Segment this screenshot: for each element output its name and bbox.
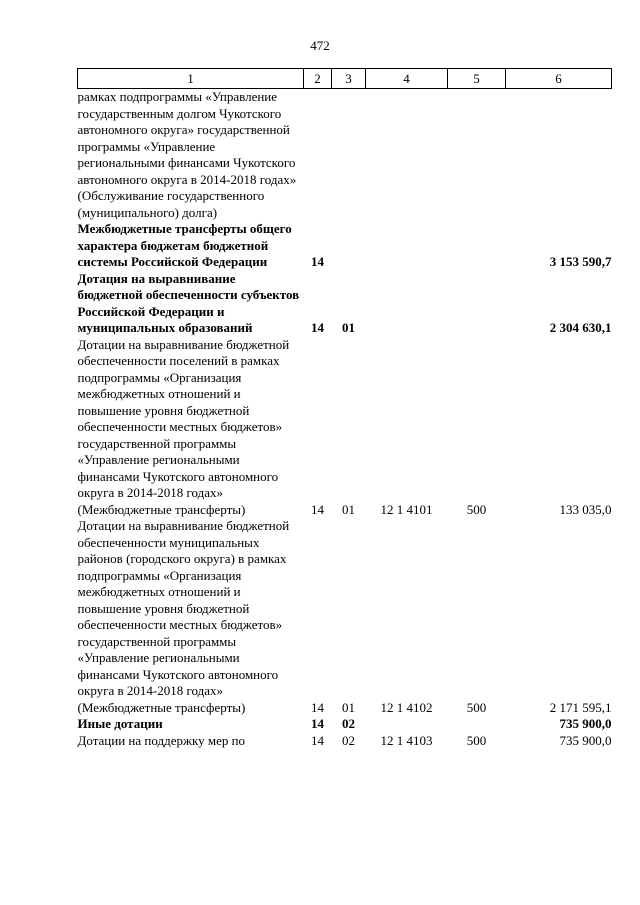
- row-target-code: [366, 89, 448, 222]
- row-name: Дотации на поддержку мер по: [77, 732, 246, 748]
- column-header-4: 4: [366, 69, 448, 89]
- row-amount: 133 035,0: [559, 501, 612, 517]
- row-amount: 2 171 595,1: [549, 699, 612, 715]
- row-target-code: [366, 271, 448, 337]
- row-subsection: 02: [342, 716, 355, 731]
- row-expense-kind: 500: [466, 699, 487, 715]
- budget-table: [77, 68, 612, 749]
- table-row: [78, 733, 612, 750]
- page-number: 472: [310, 38, 330, 53]
- row-subsection: [332, 221, 366, 271]
- table-row: [78, 221, 612, 271]
- row-section: 14: [311, 254, 324, 269]
- row-amount: 2 304 630,1: [549, 320, 612, 335]
- row-subsection: 01: [342, 501, 355, 517]
- row-section: 14: [311, 716, 324, 731]
- row-subsection: 01: [342, 320, 355, 335]
- row-amount: 735 900,0: [559, 716, 612, 731]
- table-row: [78, 716, 612, 733]
- row-section: 14: [311, 501, 324, 517]
- table-row: [78, 518, 612, 716]
- row-section: 14: [311, 732, 324, 748]
- row-subsection: 02: [342, 732, 355, 748]
- row-name: рамках подпрограммы «Управление государственным долгом Чукотского автономного округа» государственной программы «Управление региональными финансами Чукотского автономного округа в 2014-2018 годах» (Обслуживание государственного (муниципального) долга): [77, 89, 297, 220]
- row-amount: 735 900,0: [559, 732, 612, 748]
- row-target-code: [366, 716, 448, 733]
- row-expense-kind: 500: [466, 732, 487, 748]
- row-section: 14: [311, 320, 324, 335]
- row-target-code: 12 1 4103: [380, 732, 433, 748]
- row-name: Дотации на выравнивание бюджетной обеспеченности муниципальных районов (городского округа) в рамках подпрограммы «Организация межбюджетных отношений и повышение уровня бюджетной обеспеченности местных бюджетов» государственной программы «Управление региональными финансами Чукотского автономного округа в 2014-2018 годах» (Межбюджетные трансферты): [77, 518, 290, 715]
- table-row: [78, 89, 612, 222]
- row-target-code: [366, 221, 448, 271]
- row-name: Иные дотации: [77, 716, 163, 731]
- column-header-1: 1: [78, 69, 304, 89]
- column-header-5: 5: [448, 69, 506, 89]
- column-header-2: 2: [304, 69, 332, 89]
- row-name: Межбюджетные трансферты общего характера бюджетам бюджетной системы Российской Федерации: [77, 221, 292, 269]
- row-section: 14: [311, 699, 324, 715]
- row-amount: [506, 89, 612, 222]
- row-target-code: 12 1 4102: [380, 699, 433, 715]
- row-name: Дотация на выравнивание бюджетной обеспеченности субъектов Российской Федерации и муниципальных образований: [77, 270, 300, 335]
- row-expense-kind: [448, 271, 506, 337]
- column-header-3: 3: [332, 69, 366, 89]
- row-expense-kind: 500: [466, 501, 487, 517]
- table-row: [78, 337, 612, 519]
- row-expense-kind: [448, 221, 506, 271]
- table-header-row: [78, 69, 612, 89]
- row-target-code: 12 1 4101: [380, 501, 433, 517]
- table-row: [78, 271, 612, 337]
- row-amount: 3 153 590,7: [549, 254, 612, 269]
- row-expense-kind: [448, 89, 506, 222]
- row-subsection: [332, 89, 366, 222]
- column-header-6: 6: [506, 69, 612, 89]
- row-name: Дотации на выравнивание бюджетной обеспеченности поселений в рамках подпрограммы «Организация межбюджетных отношений и повышение уровня бюджетной обеспеченности местных бюджетов» государственной программы «Управление региональными финансами Чукотского автономного округа в 2014-2018 годах» (Межбюджетные трансферты): [77, 336, 290, 517]
- row-expense-kind: [448, 716, 506, 733]
- row-subsection: 01: [342, 699, 355, 715]
- row-section: [304, 89, 332, 222]
